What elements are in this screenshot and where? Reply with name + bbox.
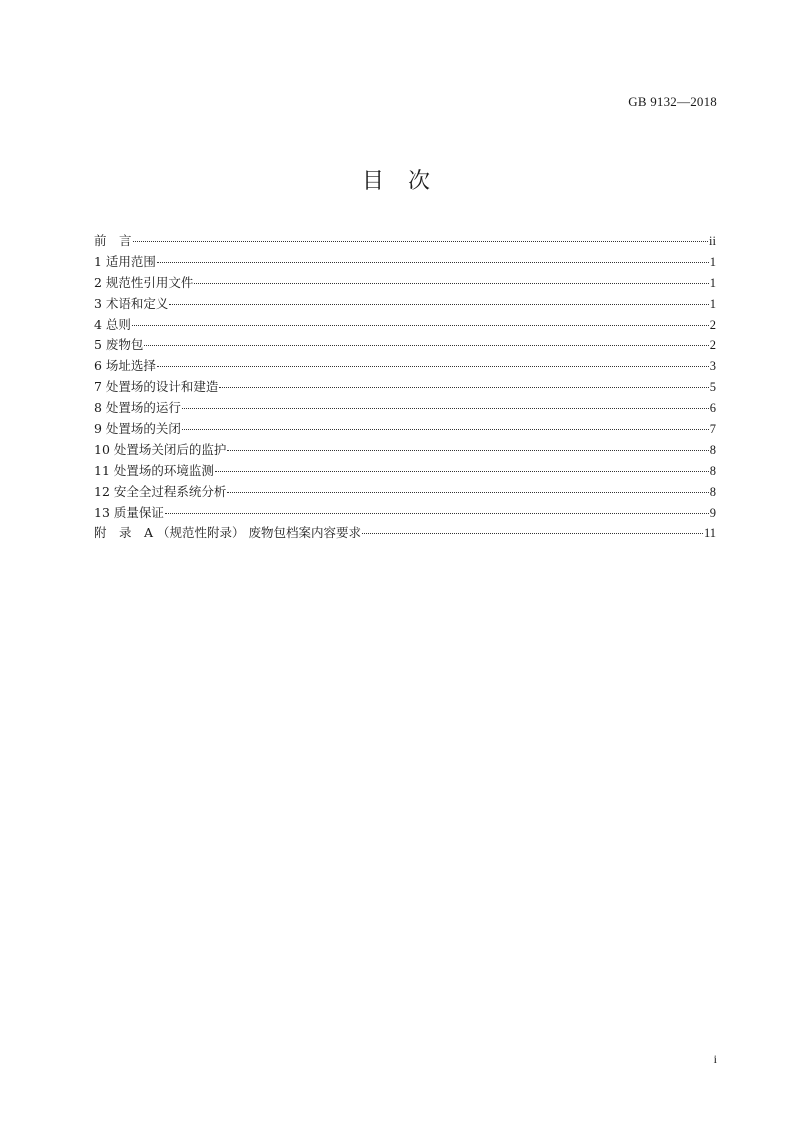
- toc-dot-leader: [227, 450, 708, 451]
- table-of-contents: [94, 231, 716, 544]
- toc-entry[interactable]: [94, 398, 716, 419]
- toc-entry-page: 2: [709, 338, 716, 353]
- toc-dot-leader: [194, 283, 708, 284]
- toc-entry-label: 9 处置场的关闭: [94, 421, 181, 437]
- toc-entry-page: 1: [709, 296, 716, 311]
- toc-title: 目 次: [361, 169, 431, 194]
- toc-dot-leader: [182, 408, 709, 409]
- toc-entry[interactable]: [94, 252, 716, 273]
- toc-dot-leader: [133, 241, 709, 242]
- toc-entry-label: 前 言: [94, 233, 132, 248]
- toc-dot-leader: [182, 429, 709, 430]
- toc-entry-page: 8: [709, 463, 716, 478]
- toc-entry-page: 9: [709, 505, 716, 520]
- toc-entry[interactable]: [94, 294, 716, 315]
- toc-entry-label: 11 处置场的环境监测: [94, 462, 214, 478]
- toc-entry-label: 4 总则: [94, 316, 131, 332]
- toc-dot-leader: [144, 345, 708, 346]
- toc-entry-page: 5: [709, 380, 716, 395]
- toc-entry[interactable]: [94, 419, 716, 440]
- toc-dot-leader: [132, 325, 709, 326]
- toc-entry-label: 5 废物包: [94, 337, 144, 353]
- toc-entry[interactable]: [94, 503, 716, 524]
- toc-entry-label: 10 处置场关闭后的监护: [94, 441, 227, 457]
- toc-entry[interactable]: [94, 335, 716, 356]
- toc-entry-label: 3 术语和定义: [94, 295, 169, 311]
- toc-entry-label: 2 规范性引用文件: [94, 274, 194, 290]
- toc-dot-leader: [165, 513, 709, 514]
- toc-entry-page: 7: [709, 422, 716, 437]
- toc-entry-label: 8 处置场的运行: [94, 400, 181, 416]
- toc-dot-leader: [169, 304, 708, 305]
- toc-entry[interactable]: [94, 273, 716, 294]
- page-number: i: [713, 1052, 717, 1066]
- toc-entry[interactable]: [94, 523, 716, 544]
- toc-dot-leader: [219, 387, 708, 388]
- toc-entry-label: 附 录 A （规范性附录） 废物包档案内容要求: [94, 525, 361, 541]
- toc-entry-page: ii: [709, 234, 716, 248]
- toc-dot-leader: [227, 492, 708, 493]
- toc-entry[interactable]: [94, 461, 716, 482]
- toc-entry[interactable]: [94, 482, 716, 503]
- toc-entry-page: 8: [709, 442, 716, 457]
- toc-entry-page: 11: [703, 526, 716, 541]
- toc-dot-leader: [215, 471, 709, 472]
- toc-entry-page: 6: [709, 401, 716, 416]
- toc-dot-leader: [157, 366, 709, 367]
- toc-dot-leader: [362, 533, 703, 534]
- toc-entry[interactable]: [94, 356, 716, 377]
- toc-entry-label: 13 质量保证: [94, 504, 164, 520]
- toc-entry-label: 6 场址选择: [94, 358, 156, 374]
- toc-entry-page: 2: [709, 317, 716, 332]
- toc-entry-page: 1: [709, 254, 716, 269]
- toc-entry[interactable]: [94, 315, 716, 336]
- toc-entry[interactable]: [94, 440, 716, 461]
- toc-entry[interactable]: [94, 231, 716, 252]
- toc-entry-page: 3: [709, 359, 716, 374]
- toc-entry-page: 1: [709, 275, 716, 290]
- toc-entry-label: 1 适用范围: [94, 253, 156, 269]
- document-code: GB 9132—2018: [628, 94, 717, 109]
- toc-entry-page: 8: [709, 484, 716, 499]
- toc-entry[interactable]: [94, 377, 716, 398]
- toc-entry-label: 12 安全全过程系统分析: [94, 483, 227, 499]
- toc-dot-leader: [157, 262, 709, 263]
- toc-entry-label: 7 处置场的设计和建造: [94, 379, 219, 395]
